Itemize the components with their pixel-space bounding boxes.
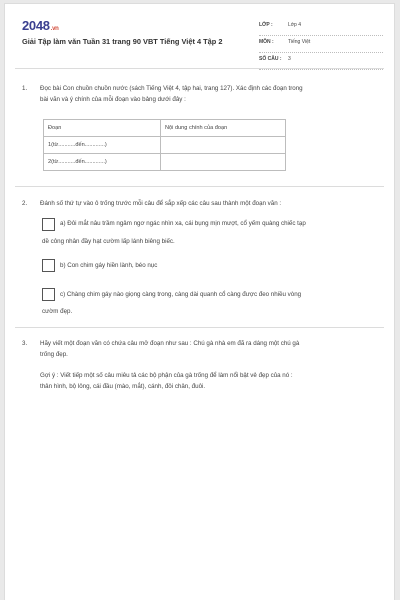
question-line: Hãy viết một đoạn văn có chứa câu mở đoạn như sau : Chú gà nhà em đã ra dáng một chú gà [40,340,300,347]
option-line: cườm đẹp. [42,308,73,315]
option-a [60,218,385,230]
question-number: 1. [22,85,28,92]
logo-suffix: .vn [50,26,59,32]
divider [15,327,384,328]
order-checkbox-c[interactable] [42,288,55,301]
question-text [40,338,299,360]
divider [15,186,384,187]
hint-line: thân hình, bộ lông, cái đầu (mào, mắt), cánh, đôi chân, đuôi. [40,383,206,390]
option-line: b) Con chim gáy hiền lành, béo nục [60,262,158,269]
table-header-row [44,120,286,137]
meta-value: Tiếng Việt [288,39,311,45]
question-2 [22,198,382,210]
paragraph-table [43,119,286,171]
table-row [44,154,286,171]
table-cell: 1(từ...........đến.............) [44,137,161,154]
question-line: Đọc bài Con chuồn chuồn nước (sách Tiếng Việt 4, tập hai, trang 127). Xác định các đoạn trong [40,85,303,92]
meta-row-subject [259,37,383,53]
question-line: trống đẹp. [40,351,68,358]
divider [15,68,384,69]
meta-label: SỐ CÂU : [259,56,282,62]
document-title: Giải Tập làm văn Tuần 31 trang 90 VBT Tiếng Việt 4 Tập 2 [22,37,223,46]
table-header-cell: Đoạn [44,120,161,137]
hint-text [40,370,385,392]
meta-info [259,20,383,71]
question-number: 2. [22,200,28,207]
logo-text: 2048 [22,18,50,33]
worksheet-page [4,3,395,600]
option-line: a) Đôi mắt nâu trầm ngâm ngơ ngác nhìn xa, cái bụng mịn mượt, cổ yếm quàng chiếc tạp [60,220,306,227]
option-line: c) Chàng chim gáy nào giọng càng trong, càng dài quanh cổ càng được đeo nhiều vòng [60,291,302,298]
question-3 [22,338,382,362]
question-line: bài văn và ý chính của mỗi đoạn vào bảng dưới đây : [40,96,186,103]
question-text [40,83,303,105]
question-line: Đánh số thứ tự vào ô trống trước mỗi câu để sắp xếp các câu sau thành một đoạn văn : [40,200,282,207]
site-logo[interactable] [22,18,59,33]
option-c [60,289,385,301]
meta-label: MÔN : [259,39,274,45]
option-c-continued [42,306,382,318]
option-line: dề công nhân đầy hạt cườm lấp lánh biêng biếc. [42,238,175,245]
question-1 [22,83,382,107]
option-b [60,260,385,272]
meta-row-class [259,20,383,36]
meta-value: 3 [288,56,291,62]
question-number: 3. [22,340,28,347]
order-checkbox-a[interactable] [42,218,55,231]
question-text [40,198,281,209]
table-cell-answer[interactable] [161,154,286,171]
option-a-continued [42,236,382,248]
table-row [44,137,286,154]
meta-value: Lớp 4 [288,22,302,28]
table-cell: 2(từ...........đến.............) [44,154,161,171]
order-checkbox-b[interactable] [42,259,55,272]
meta-label: LỚP : [259,22,273,28]
hint-line: Gợi ý : Viết tiếp một số câu miêu tả các bộ phận của gà trống để làm nổi bật vẻ đẹp của nó : [40,372,293,379]
table-header-cell: Nội dung chính của đoạn [161,120,286,137]
table-cell-answer[interactable] [161,137,286,154]
